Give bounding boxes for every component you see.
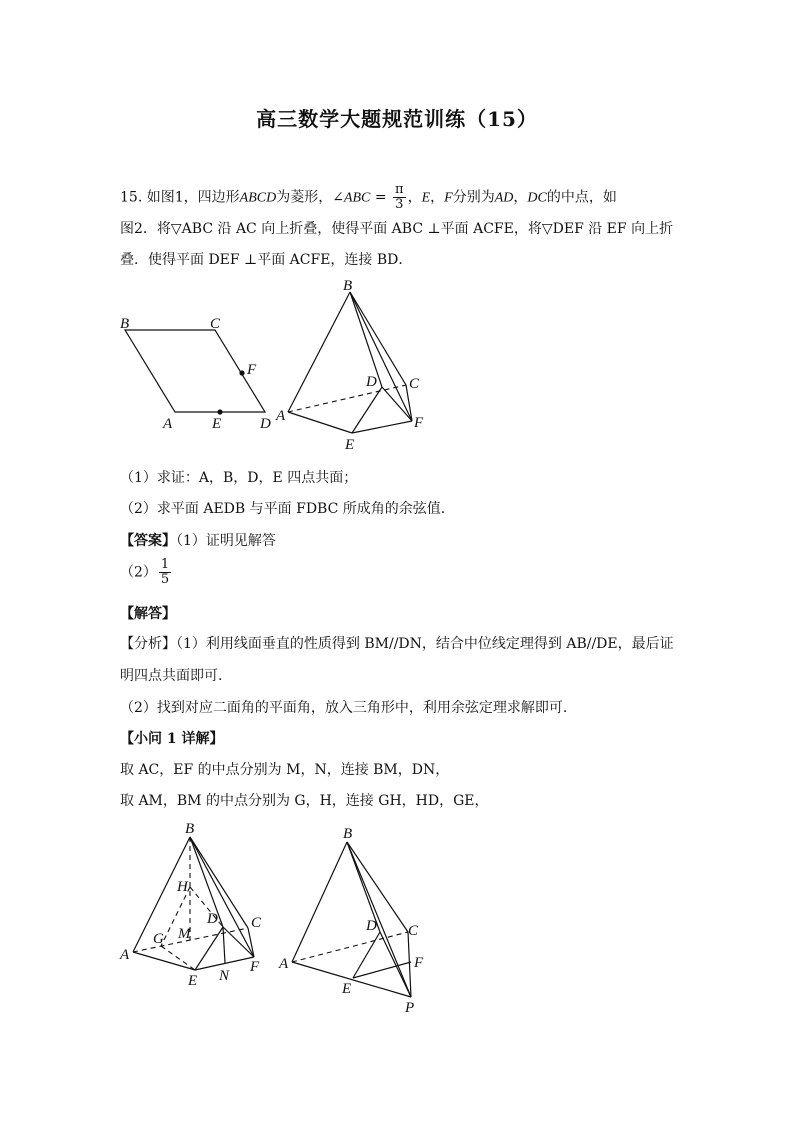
problem-line-3: 叠．使得平面 DEF ⊥平面 ACFE，连接 BD．: [120, 252, 413, 268]
edge-bp: [347, 842, 411, 997]
problem-text: 为菱形，∠: [276, 189, 344, 206]
edge-bd: [350, 292, 382, 387]
label-d: D: [260, 416, 271, 432]
edge-dp: [380, 932, 411, 997]
analysis-line-1: 【分析】（1）利用线面垂直的性质得到 BM//DN，结合中位线定理得到 AB//DE，最后证: [120, 636, 674, 652]
edge-bf: [350, 292, 412, 421]
label-f: F: [250, 959, 260, 975]
label-b: B: [120, 316, 130, 332]
label-e: E: [342, 981, 352, 997]
page-title: 高三数学大题规范训练（15）: [256, 107, 538, 131]
solution-step-1: 取 AC，EF 的中点分别为 M，N，连接 BM，DN，: [120, 762, 450, 778]
math-equals: =: [370, 189, 392, 206]
label-a: A: [279, 956, 289, 972]
edge-ae: [288, 412, 352, 433]
figure-1-rhombus: [110, 310, 280, 435]
math-e: E: [421, 190, 431, 206]
edge-ge-hidden: [161, 946, 195, 970]
question-2: （2）求平面 AEDB 与平面 FDBC 所成角的余弦值.: [120, 501, 446, 517]
edge-ef: [352, 421, 412, 433]
analysis-line-2: 明四点共面即可.: [120, 668, 223, 684]
problem-text: ，: [513, 189, 528, 206]
fraction-numerator: π: [395, 182, 404, 197]
edge-ac-hidden: [288, 385, 406, 412]
point-e-dot: [217, 409, 222, 414]
fraction-denominator: 3: [395, 197, 404, 212]
fraction-numerator: 1: [160, 557, 170, 572]
math-ad: AD: [494, 190, 514, 206]
label-e: E: [188, 973, 198, 989]
label-f: F: [414, 415, 424, 431]
fraction-one-fifth: [159, 558, 171, 587]
label-f: F: [414, 955, 424, 971]
edge-df: [223, 927, 254, 957]
answer-line-1: [120, 530, 276, 550]
label-a: A: [276, 408, 286, 424]
fraction-denominator: 5: [160, 572, 170, 587]
solution-step-2: 取 AM，BM 的中点分别为 G，H，连接 GH，HD，GE，: [120, 793, 489, 809]
label-c: C: [408, 923, 419, 939]
answer-line-2: [120, 558, 173, 587]
point-f-dot: [239, 370, 244, 375]
problem-line-2: 图2．将▽ABC 沿 AC 向上折叠，使得平面 ABC ⊥平面 ACFE，将▽DEF 沿 EF 向上折: [120, 221, 674, 237]
edge-bc: [347, 842, 408, 932]
label-d: D: [366, 374, 377, 390]
edge-cp: [408, 932, 411, 997]
answer-part-2-prefix: （2）: [120, 564, 157, 581]
math-f: F: [444, 190, 453, 206]
math-abc: ABC: [343, 190, 371, 206]
edge-bf: [190, 837, 254, 957]
label-b: B: [185, 821, 195, 837]
label-g: G: [153, 931, 164, 947]
math-dc: DC: [527, 190, 547, 206]
problem-text: 如图1，四边形: [146, 189, 240, 206]
label-a: A: [120, 947, 130, 963]
analysis-line-3: （2）找到对应二面角的平面角，放入三角形中，利用余弦定理求解即可.: [120, 700, 568, 716]
figure-4-extension: [275, 822, 435, 1017]
label-e: E: [345, 437, 355, 453]
problem-text: ，: [430, 189, 445, 206]
solution-label: 【解答】: [120, 606, 176, 622]
figure-2-folded: [270, 275, 440, 455]
label-p: P: [405, 1000, 415, 1016]
edge-ae: [133, 952, 195, 970]
label-h: H: [177, 879, 188, 895]
label-n: N: [219, 968, 230, 984]
edge-ed: [195, 927, 223, 970]
edge-ba: [288, 292, 350, 412]
label-a: A: [163, 416, 173, 432]
sub-question-label: 【小问 1 详解】: [120, 731, 224, 747]
label-d: D: [207, 911, 218, 927]
problem-text: 的中点，如: [546, 189, 617, 206]
edge-bc: [350, 292, 406, 385]
label-d: D: [366, 918, 377, 934]
problem-line-1: [120, 183, 617, 212]
label-m: M: [178, 926, 191, 942]
label-e: E: [212, 416, 222, 432]
label-b: B: [343, 278, 353, 294]
problem-number: 15.: [120, 189, 143, 206]
label-c: C: [251, 915, 262, 931]
label-f: F: [247, 362, 257, 378]
rhombus-outline: [125, 330, 265, 412]
answer-part-1: （1）证明见解答: [176, 533, 276, 549]
label-b: B: [343, 826, 353, 842]
figure-3-construction: [115, 815, 275, 995]
label-c: C: [409, 376, 420, 392]
problem-text: ，: [407, 189, 422, 206]
question-1: （1）求证：A，B，D，E 四点共面；: [120, 470, 358, 486]
fraction-pi-over-3: [393, 183, 406, 212]
answer-label: 【答案】: [120, 533, 176, 549]
problem-text: 分别为: [452, 189, 495, 206]
math-abcd: ABCD: [239, 190, 277, 206]
edge-ba: [292, 842, 347, 962]
label-c: C: [210, 316, 221, 332]
